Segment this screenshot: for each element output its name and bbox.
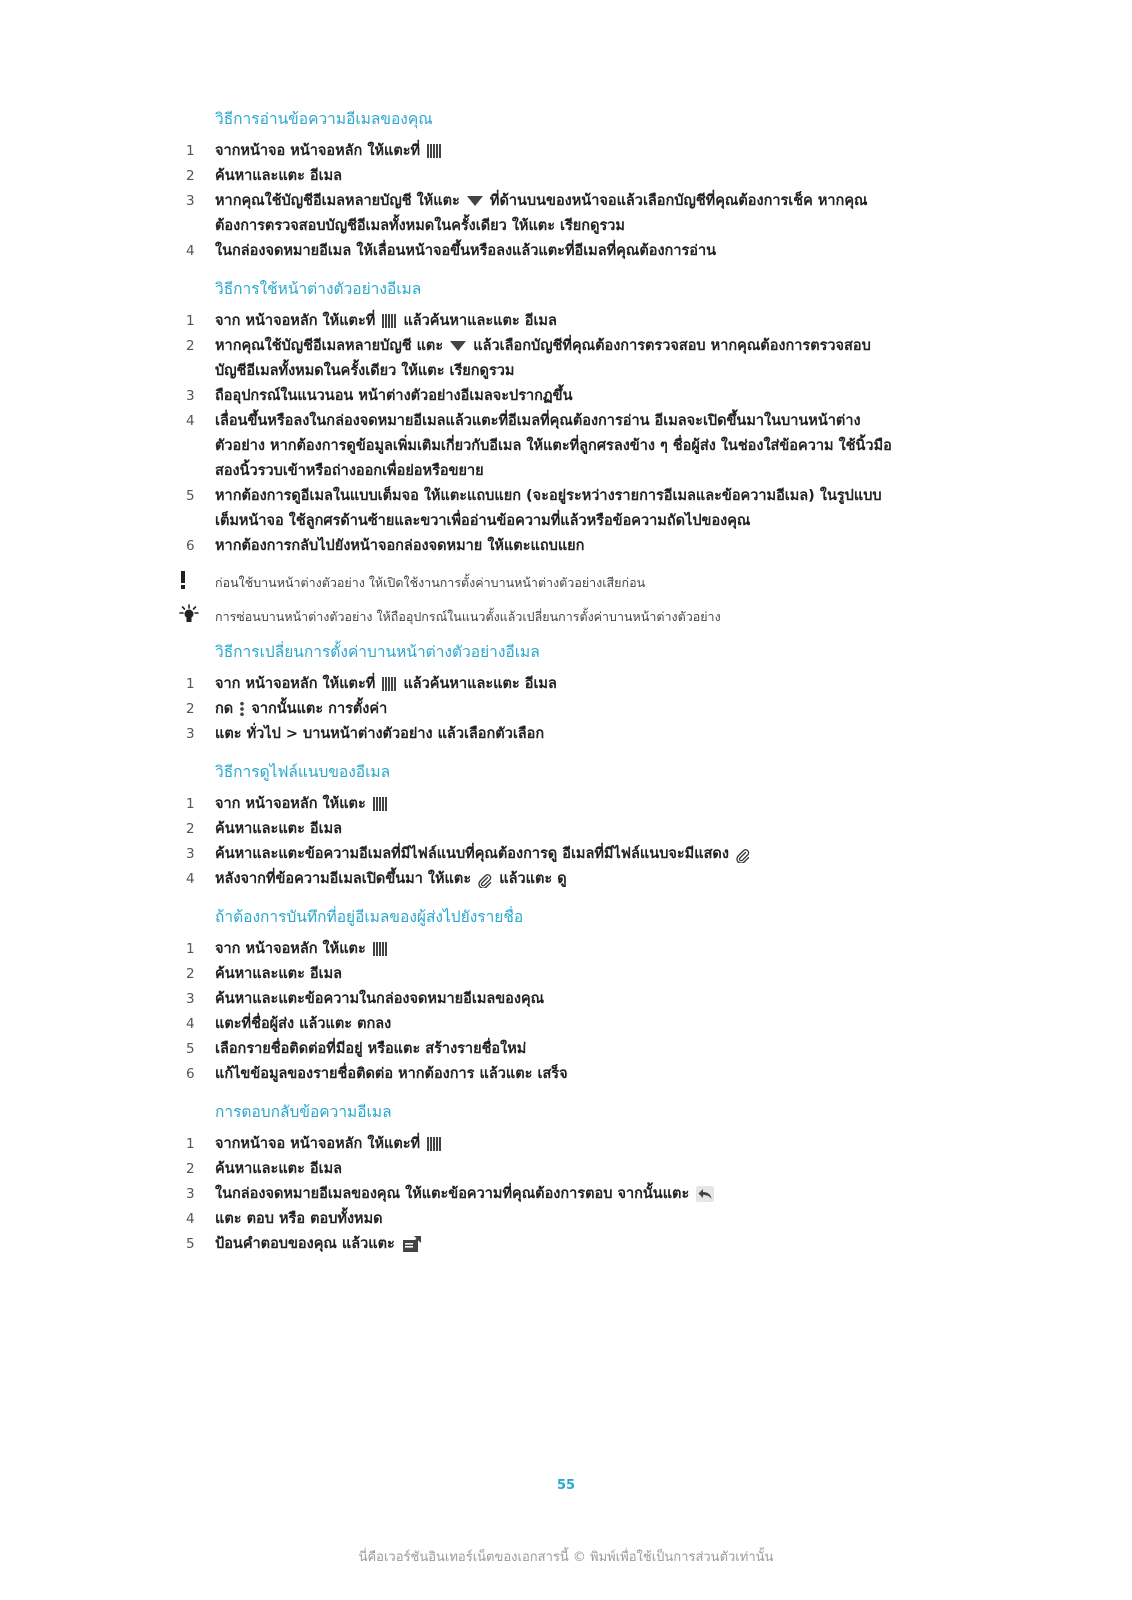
step-item [0,164,1132,189]
step-text: จาก หน้าจอหลัก ให้แตะที่ [215,676,376,692]
step-number: 3 [186,991,195,1007]
step-item [0,239,1132,264]
step-text: จาก หน้าจอหลัก ให้แตะที่ [215,313,376,329]
step-number: 6 [186,538,195,554]
step-text-continued: แล้วค้นหาและแตะ อีเมล [403,313,557,329]
app-grid-icon [373,797,387,811]
step-text: แตะที่ชื่อผู้ส่ง แล้วแตะ ตกลง [215,1016,392,1032]
step-number: 2 [186,821,195,837]
step-text: จาก หน้าจอหลัก ให้แตะ [215,796,366,812]
step-item [0,792,1132,817]
step-item [0,722,1132,747]
dropdown-triangle-icon [467,196,483,206]
step-text: ค้นหาและแตะ อีเมล [215,821,343,837]
step-item [0,987,1132,1012]
step-text: แตะ ตอบ หรือ ตอบทั้งหมด [215,1211,383,1227]
step-number: 3 [186,388,195,404]
step-text: ป้อนคำตอบของคุณ แล้วแตะ [215,1236,395,1252]
lightbulb-icon [178,604,200,632]
section-reply [0,1101,1132,1257]
step-text: กด [215,701,234,717]
step-text: จากหน้าจอ หน้าจอหลัก ให้แตะที่ [215,143,421,159]
send-icon [402,1235,422,1253]
step-text: หากต้องการดูอีเมลในแบบเต็มจอ ให้แตะแถบแยก (จะอยู่ระหว่างรายการอีเมลและข้อความอีเมล) ในรูปแบบเต็มหน้าจอ ใช้ลูกศรด้านซ้ายและขวาเพื่ออ่านข้อความที่แล้วหรือข้อความถัดไปของคุณ [215,488,882,529]
warning-note [0,573,1132,593]
step-text-continued: แล้วแตะ ดู [499,871,567,887]
step-number: 3 [186,846,195,862]
paperclip-icon [478,872,492,886]
section-read-email [0,108,1132,264]
step-text: หากคุณใช้บัญชีอีเมลหลายบัญชี ให้แตะ [215,193,460,209]
step-text-continued: จากนั้นแตะ การตั้งค่า [251,701,388,717]
step-item [0,309,1132,334]
step-item [0,484,1132,534]
step-item [0,1232,1132,1257]
step-text-continued: แล้วค้นหาและแตะ อีเมล [403,676,557,692]
step-item [0,672,1132,697]
page-content [0,108,1132,1271]
step-item [0,937,1132,962]
step-number: 1 [186,313,195,329]
steps-list [0,792,1132,892]
menu-dots-icon [240,701,244,717]
step-text: เลือกรายชื่อติดต่อที่มีอยู่ หรือแตะ สร้างรายชื่อใหม่ [215,1041,527,1057]
section-preview-settings [0,641,1132,747]
app-grid-icon [382,314,396,328]
paperclip-icon [736,847,750,861]
section-title: วิธีการใช้หน้าต่างตัวอย่างอีเมล [215,280,422,298]
step-number: 3 [186,193,195,209]
steps-list [0,139,1132,264]
step-text: ถืออุปกรณ์ในแนวนอน หน้าต่างตัวอย่างอีเมลจะปรากฏขึ้น [215,388,573,404]
step-item [0,534,1132,559]
step-text: ค้นหาและแตะ อีเมล [215,966,343,982]
steps-list [0,672,1132,747]
step-number: 2 [186,338,195,354]
step-text: ค้นหาและแตะ อีเมล [215,168,343,184]
step-item [0,1012,1132,1037]
step-number: 3 [186,1186,195,1202]
step-item [0,334,1132,384]
step-text: แตะ ทั่วไป > บานหน้าต่างตัวอย่าง แล้วเลือกตัวเลือก [215,726,545,742]
warning-text: ก่อนใช้บานหน้าต่างตัวอย่าง ให้เปิดใช้งานการตั้งค่าบานหน้าต่างตัวอย่างเสียก่อน [215,575,646,590]
step-text: ค้นหาและแตะข้อความอีเมลที่มีไฟล์แนบที่คุณต้องการดู อีเมลที่มีไฟล์แนบจะมีแสดง [215,846,729,862]
step-text: จาก หน้าจอหลัก ให้แตะ [215,941,366,957]
step-item [0,842,1132,867]
app-grid-icon [427,144,441,158]
section-attachments [0,761,1132,892]
step-number: 2 [186,966,195,982]
step-number: 1 [186,1136,195,1152]
step-item [0,867,1132,892]
step-text: หากต้องการกลับไปยังหน้าจอกล่องจดหมาย ให้แตะแถบแยก [215,538,585,554]
section-title: วิธีการดูไฟล์แนบของอีเมล [215,763,391,781]
app-grid-icon [373,942,387,956]
page-number: 55 [556,1478,576,1493]
section-save-sender [0,906,1132,1087]
steps-list [0,1132,1132,1257]
step-number: 2 [186,1161,195,1177]
app-grid-icon [427,1137,441,1151]
step-number: 4 [186,871,195,887]
step-number: 1 [186,796,195,812]
section-title: การตอบกลับข้อความอีเมล [215,1103,392,1121]
step-text: ในกล่องจดหมายอีเมลของคุณ ให้แตะข้อความที่คุณต้องการตอบ จากนั้นแตะ [215,1186,690,1202]
step-text: หลังจากที่ข้อความอีเมลเปิดขึ้นมา ให้แตะ [215,871,472,887]
step-item [0,817,1132,842]
step-number: 5 [186,1041,195,1057]
step-number: 4 [186,413,195,429]
footer-text: นี่คือเวอร์ชันอินเทอร์เน็ตของเอกสารนี้ © พิมพ์เพื่อใช้เป็นการส่วนตัวเท่านั้น [358,1550,774,1565]
step-number: 4 [186,1016,195,1032]
step-item [0,384,1132,409]
step-number: 6 [186,1066,195,1082]
step-text: ค้นหาและแตะ อีเมล [215,1161,343,1177]
step-text: ค้นหาและแตะข้อความในกล่องจดหมายอีเมลของคุณ [215,991,545,1007]
step-item [0,1207,1132,1232]
section-title: ถ้าต้องการบันทึกที่อยู่อีเมลของผู้ส่งไปยังรายชื่อ [215,908,524,926]
step-text-continued: แล้วเลือกบัญชีที่คุณต้องการตรวจสอบ หากคุณต้องการตรวจสอบบัญชีอีเมลทั้งหมดในครั้งเดียว ให้แตะ เรียกดูรวม [215,338,871,379]
step-text: เลื่อนขึ้นหรือลงในกล่องจดหมายอีเมลแล้วแตะที่อีเมลที่คุณต้องการอ่าน อีเมลจะเปิดขึ้นมาในบานหน้าต่างตัวอย่าง หากต้องการดูข้อมูลเพิ่มเติมเกี่ยวกับอีเมล ให้แตะที่ลูกศรลงข้าง ๆ ชื่อผู้ส่ง ในช่องใส่ข้อความ ใช้นิ้วมือสองนิ้วรวบเข้าหรือถ่างออกเพื่อย่อหรือขยาย [215,413,892,479]
dropdown-triangle-icon [450,341,466,351]
tip-note [0,607,1132,627]
step-item [0,1037,1132,1062]
step-item [0,1132,1132,1157]
step-number: 2 [186,701,195,717]
step-item [0,139,1132,164]
step-item [0,1062,1132,1087]
section-title: วิธีการเปลี่ยนการตั้งค่าบานหน้าต่างตัวอย่างอีเมล [215,643,540,661]
step-text: แก้ไขข้อมูลของรายชื่อติดต่อ หากต้องการ แล้วแตะ เสร็จ [215,1066,568,1082]
step-text: จากหน้าจอ หน้าจอหลัก ให้แตะที่ [215,1136,421,1152]
step-number: 5 [186,1236,195,1252]
step-item [0,189,1132,239]
step-item [0,409,1132,484]
step-number: 4 [186,243,195,259]
step-number: 1 [186,676,195,692]
step-item [0,1157,1132,1182]
step-text: ในกล่องจดหมายอีเมล ให้เลื่อนหน้าจอขึ้นหรือลงแล้วแตะที่อีเมลที่คุณต้องการอ่าน [215,243,717,259]
app-grid-icon [382,677,396,691]
steps-list [0,937,1132,1087]
step-number: 1 [186,941,195,957]
step-number: 5 [186,488,195,504]
reply-arrow-icon [696,1186,714,1202]
step-text: หากคุณใช้บัญชีอีเมลหลายบัญชี แตะ [215,338,444,354]
step-text-continued: ที่ด้านบนของหน้าจอแล้วเลือกบัญชีที่คุณต้องการเช็ค หากคุณต้องการตรวจสอบบัญชีอีเมลทั้งหมดในครั้งเดียว ให้แตะ เรียกดูรวม [215,193,868,234]
step-item [0,697,1132,722]
step-item [0,1182,1132,1207]
section-preview-pane [0,278,1132,559]
section-title: วิธีการอ่านข้อความอีเมลของคุณ [215,110,433,128]
steps-list [0,309,1132,559]
tip-text: การซ่อนบานหน้าต่างตัวอย่าง ให้ถืออุปกรณ์ในแนวตั้งแล้วเปลี่ยนการตั้งค่าบานหน้าต่างตัวอย่าง [215,609,721,624]
exclamation-icon [178,570,188,596]
step-number: 1 [186,143,195,159]
step-number: 4 [186,1211,195,1227]
step-number: 2 [186,168,195,184]
step-number: 3 [186,726,195,742]
step-item [0,962,1132,987]
